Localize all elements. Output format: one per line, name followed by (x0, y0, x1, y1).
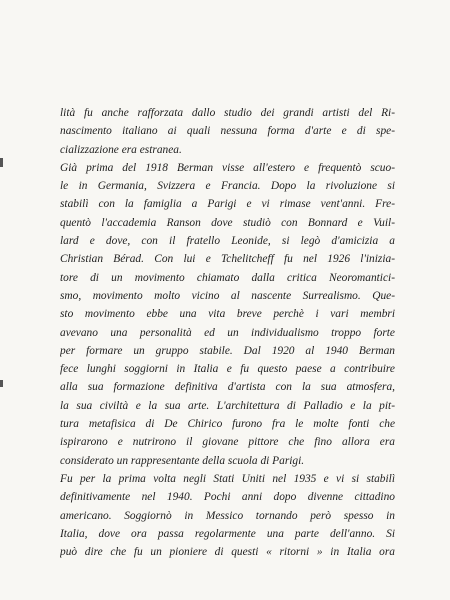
margin-mark (0, 158, 3, 167)
text-line: smo, movimento molto vicino al nascente Surrealismo. Que- (60, 289, 395, 302)
text-line: americano. Soggiornò in Messico tornando però spesso in (60, 509, 395, 522)
text-line: considerato un rappresentante della scuola di Parigi. (60, 454, 305, 467)
text-line: tore di un movimento chiamato dalla critica Neoromantici- (60, 271, 395, 284)
body-text (60, 104, 395, 561)
text-line: tura metafisica di De Chirico furono fra le molte fonti che (60, 418, 395, 431)
text-line: Già prima del 1918 Berman visse all'estero e frequentò scuo- (60, 161, 395, 174)
text-line: nascimento italiano ai quali nessuna forma d'arte e di spe- (60, 125, 395, 138)
text-line: per formare un gruppo stabile. Dal 1920 al 1940 Berman (60, 344, 395, 357)
text-line: alla sua formazione definitiva d'artista con la sua atmosfera, (60, 381, 395, 394)
text-line: Christian Bérad. Con lui e Tchelitcheff fu nel 1926 l'inizia- (60, 253, 395, 266)
text-line: sto movimento ebbe una vita breve perchè i vari membri (60, 308, 395, 321)
text-line: lità fu anche rafforzata dallo studio dei grandi artisti del Ri- (60, 107, 395, 119)
text-line: definitivamente nel 1940. Pochi anni dopo divenne cittadino (60, 491, 395, 504)
text-line: può dire che fu un pioniere di questi « ritorni » in Italia ora (60, 546, 395, 559)
text-line: cializzazione era estranea. (60, 143, 182, 156)
text-line: le in Germania, Svizzera e Francia. Dopo la rivoluzione si (60, 180, 395, 193)
margin-mark (0, 380, 3, 387)
text-line: fece lunghi soggiorni in Italia e fu questo paese a contribuire (60, 363, 395, 376)
text-line: lard e dove, con il fratello Leonide, si legò d'amicizia a (60, 235, 395, 248)
text-line: Fu per la prima volta negli Stati Uniti nel 1935 e vi si stabilì (60, 472, 395, 485)
text-line: avevano una personalità ed un individualismo troppo forte (60, 326, 395, 339)
text-line: la sua civiltà e la sua arte. L'architettura di Palladio e la pit- (60, 399, 395, 412)
text-line: stabilì con la famiglia a Parigi e vi rimase vent'anni. Fre- (60, 198, 395, 211)
text-line: Italia, dove ora passa regolarmente una parte dell'anno. Si (60, 527, 395, 540)
text-line: quentò l'accademia Ranson dove studiò con Bonnard e Vuil- (60, 216, 395, 229)
text-line: ispirarono e nutrirono il giovane pittore che fino allora era (60, 436, 395, 449)
